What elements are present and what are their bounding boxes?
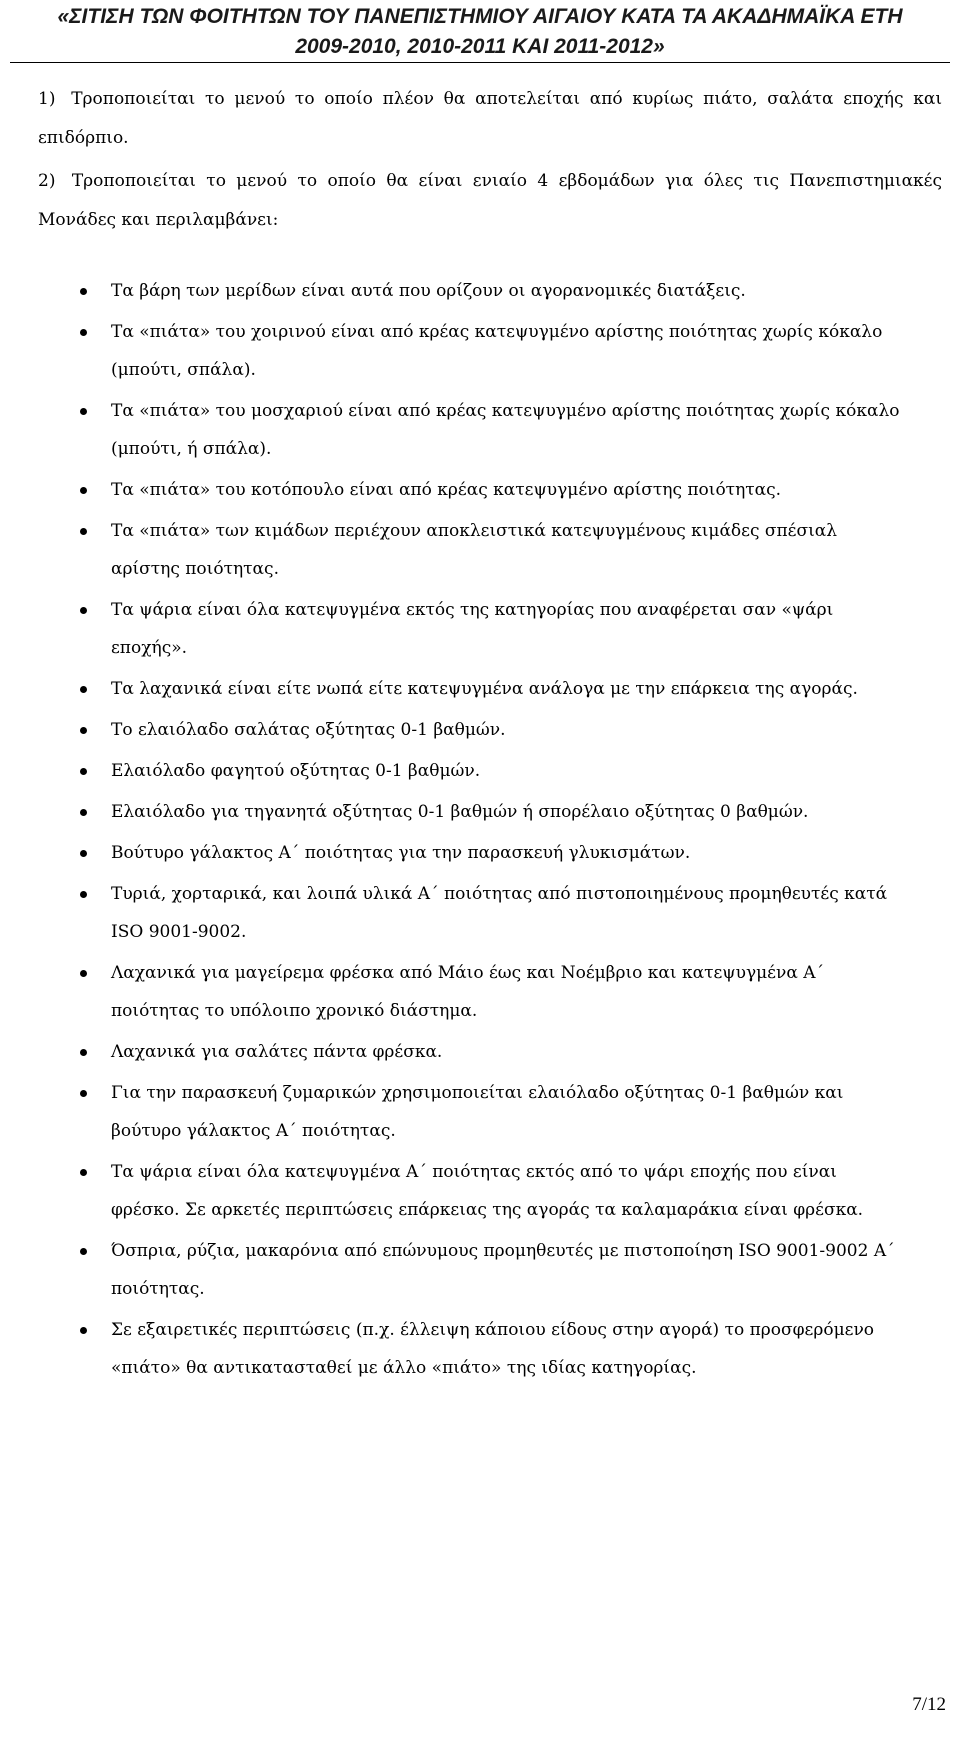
list-item-text: Ελαιόλαδο φαγητού οξύτητας 0-1 βαθμών. — [111, 761, 481, 781]
bullet-icon — [80, 809, 87, 816]
bullet-icon — [80, 891, 87, 898]
list-item — [0, 512, 960, 588]
header-title-line-2: 2009-2010, 2010-2011 ΚΑΙ 2011-2012» — [295, 35, 665, 58]
bullet-icon — [80, 970, 87, 977]
list-item — [0, 954, 960, 1030]
page-number: 7/12 — [912, 1694, 946, 1715]
list-item-text: Τα ψάρια είναι όλα κατεψυγμένα εκτός της κατηγορίας που αναφέρεται σαν «ψάρι εποχής». — [111, 600, 834, 658]
menu-bullet-list — [0, 272, 960, 1390]
list-item-text: Βούτυρο γάλακτος Α΄ ποιότητας για την παρασκευή γλυκισμάτων. — [111, 843, 691, 863]
list-item — [0, 1311, 960, 1387]
bullet-icon — [80, 768, 87, 775]
bullet-icon — [80, 487, 87, 494]
list-item — [0, 392, 960, 468]
list-item-text: Όσπρια, ρύζια, μακαρόνια από επώνυμους προμηθευτές με πιστοποίηση ISO 9001-9002 Α΄ ποιότητας. — [111, 1241, 895, 1299]
bullet-icon — [80, 408, 87, 415]
list-item — [0, 1074, 960, 1150]
item-body: Τροποποιείται το μενού το οποίο θα είναι ενιαίο 4 εβδομάδων για όλες τις Πανεπιστημιακές Μονάδες και περιλαμβάνει: — [38, 171, 943, 230]
bullet-icon — [80, 686, 87, 693]
list-item-text: Τα «πιάτα» του χοιρινού είναι από κρέας κατεψυγμένο αρίστης ποιότητας χωρίς κόκαλο (μπούτι, σπάλα). — [111, 322, 883, 380]
bullet-icon — [80, 1327, 87, 1334]
list-item — [0, 272, 960, 310]
numbered-item-2 — [38, 162, 942, 240]
list-item — [0, 793, 960, 831]
list-item-text: Σε εξαιρετικές περιπτώσεις (π.χ. έλλειψη κάποιου είδους στην αγορά) το προσφερόμενο «πιάτο» θα αντικατασταθεί με άλλο «πιάτο» της ιδίας κατηγορίας. — [111, 1320, 875, 1378]
list-item-text: Τα «πιάτα» των κιμάδων περιέχουν αποκλειστικά κατεψυγμένους κιμάδες σπέσιαλ αρίστης ποιότητας. — [111, 521, 838, 579]
item-number: 2) — [38, 171, 56, 191]
bullet-icon — [80, 607, 87, 614]
list-item — [0, 1232, 960, 1308]
list-item-text: Τα «πιάτα» του κοτόπουλο είναι από κρέας κατεψυγμένο αρίστης ποιότητας. — [111, 480, 782, 500]
bullet-icon — [80, 1049, 87, 1056]
list-item-text: Τυριά, χορταρικά, και λοιπά υλικά Α΄ ποιότητας από πιστοποιημένους προμηθευτές κατά ISO 9001-9002. — [111, 884, 888, 942]
header-title-line-1: «ΣΙΤΙΣΗ ΤΩΝ ΦΟΙΤΗΤΩΝ ΤΟΥ ΠΑΝΕΠΙΣΤΗΜΙΟΥ ΑΙΓΑΙΟΥ ΚΑΤΑ ΤΑ ΑΚΑΔΗΜΑΪΚΑ ΕΤΗ — [57, 5, 903, 28]
bullet-icon — [80, 1169, 87, 1176]
list-item — [0, 313, 960, 389]
bullet-icon — [80, 329, 87, 336]
bullet-icon — [80, 1090, 87, 1097]
numbered-item-text — [38, 162, 942, 240]
list-item-text: Το ελαιόλαδο σαλάτας οξύτητας 0-1 βαθμών. — [111, 720, 506, 740]
list-item — [0, 875, 960, 951]
list-item — [0, 1033, 960, 1071]
list-item — [0, 471, 960, 509]
list-item-text: Τα ψάρια είναι όλα κατεψυγμένα Α΄ ποιότητας εκτός από το ψάρι εποχής που είναι φρέσκο. Σε αρκετές περιπτώσεις επάρκειας της αγοράς τα καλαμαράκια είναι φρέσκα. — [111, 1162, 864, 1220]
list-item-text: Τα λαχανικά είναι είτε νωπά είτε κατεψυγμένα ανάλογα με την επάρκεια της αγοράς. — [111, 679, 858, 699]
item-body: Τροποποιείται το μενού το οποίο πλέον θα αποτελείται από κυρίως πιάτο, σαλάτα εποχής και επιδόρπιο. — [38, 89, 942, 148]
list-item — [0, 591, 960, 667]
list-item-text: Ελαιόλαδο για τηγανητά οξύτητας 0-1 βαθμών ή σπορέλαιο οξύτητας 0 βαθμών. — [111, 802, 809, 822]
list-item — [0, 752, 960, 790]
bullet-icon — [80, 727, 87, 734]
list-item — [0, 670, 960, 708]
bullet-icon — [80, 850, 87, 857]
list-item — [0, 834, 960, 872]
list-item-text: Για την παρασκευή ζυμαρικών χρησιμοποιείται ελαιόλαδο οξύτητας 0-1 βαθμών και βούτυρο γάλακτος Α΄ ποιότητας. — [111, 1083, 844, 1141]
header-divider — [10, 62, 950, 63]
list-item-text: Λαχανικά για μαγείρεμα φρέσκα από Μάιο έως και Νοέμβριο και κατεψυγμένα Α΄ ποιότητας το υπόλοιπο χρονικό διάστημα. — [111, 963, 824, 1021]
list-item-text: Λαχανικά για σαλάτες πάντα φρέσκα. — [111, 1042, 443, 1062]
list-item-text: Τα «πιάτα» του μοσχαριού είναι από κρέας κατεψυγμένο αρίστης ποιότητας χωρίς κόκαλο (μπούτι, ή σπάλα). — [111, 401, 900, 459]
numbered-item-text — [38, 80, 942, 158]
document-header — [0, 0, 960, 62]
bullet-icon — [80, 1248, 87, 1255]
list-item — [0, 711, 960, 749]
item-number: 1) — [38, 89, 56, 109]
list-item-text: Τα βάρη των μερίδων είναι αυτά που ορίζουν οι αγορανομικές διατάξεις. — [111, 281, 746, 301]
list-item — [0, 1153, 960, 1229]
bullet-icon — [80, 528, 87, 535]
numbered-item-1 — [38, 80, 942, 158]
bullet-icon — [80, 288, 87, 295]
